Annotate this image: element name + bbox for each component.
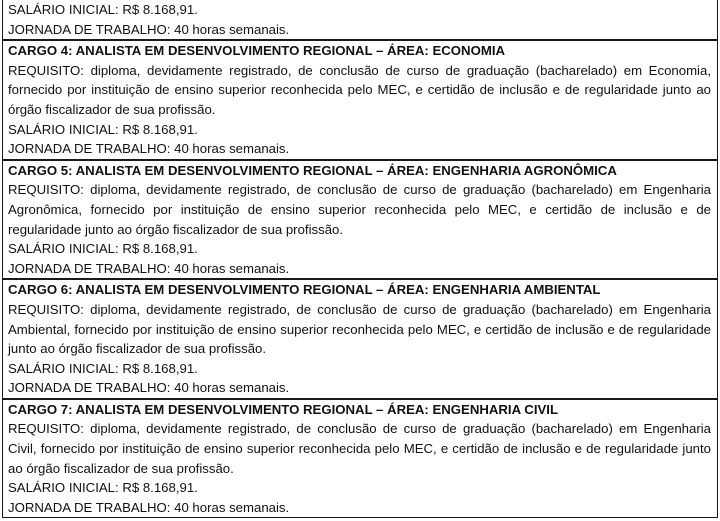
cargo-4-section [2,40,718,160]
cargo-7-section [2,399,718,519]
jornada-trabalho: JORNADA DE TRABALHO: 40 horas semanais. [8,260,290,276]
jornada-trabalho: JORNADA DE TRABALHO: 40 horas semanais. [8,499,290,515]
cargo-requisito: REQUISITO: diploma, devidamente registrado, de conclusão de curso de graduação (bacharelado) em Engenharia Civil, fornecido por instituição de ensino superior reconhecida pelo MEC, e certidão de inclusão e de regularidade junto ao órgão fiscalizador de sua profissão. [8,421,711,476]
cargo-title: CARGO 7: ANALISTA EM DESENVOLVIMENTO REGIONAL – ÁREA: ENGENHARIA CIVIL [8,401,559,417]
cargo-title: CARGO 6: ANALISTA EM DESENVOLVIMENTO REGIONAL – ÁREA: ENGENHARIA AMBIENTAL [8,282,601,298]
salario-inicial: SALÁRIO INICIAL: R$ 8.168,91. [8,241,198,257]
cargo-title: CARGO 4: ANALISTA EM DESENVOLVIMENTO REGIONAL – ÁREA: ECONOMIA [8,43,506,59]
jornada-trabalho: JORNADA DE TRABALHO: 40 horas semanais. [8,380,290,396]
cargo-title: CARGO 5: ANALISTA EM DESENVOLVIMENTO REGIONAL – ÁREA: ENGENHARIA AGRONÔMICA [8,162,617,178]
salario-inicial: SALÁRIO INICIAL: R$ 8.168,91. [8,360,198,376]
cargo-6-section [2,279,718,399]
previous-cargo-tail [2,0,718,40]
salario-inicial: SALÁRIO INICIAL: R$ 8.168,91. [8,121,198,137]
cargo-5-section [2,160,718,280]
cargo-requisito: REQUISITO: diploma, devidamente registrado, de conclusão de curso de graduação (bacharelado) em Engenharia Ambiental, fornecido por instituição de ensino superior reconhecida pelo MEC, e certidão de inclusão e de regularidade junto ao órgão fiscalizador de sua profissão. [8,301,711,357]
salario-inicial: SALÁRIO INICIAL: R$ 8.168,91. [8,480,198,496]
cargo-requisito: REQUISITO: diploma, devidamente registrado, de conclusão de curso de graduação (bacharelado) em Economia, fornecido por instituição de ensino superior reconhecida pelo MEC, e certidão de inclusão e de regularidade junto ao órgão fiscalizador de sua profissão. [8,62,711,117]
salario-inicial: SALÁRIO INICIAL: R$ 8.168,91. [8,2,198,17]
cargo-requisito: REQUISITO: diploma, devidamente registrado, de conclusão de curso de graduação (bacharelado) em Engenharia Agronômica, fornecido por instituição de ensino superior reconhecida pelo MEC, e certidão de inclusão e de regularidade junto ao órgão fiscalizador de sua profissão. [8,182,711,237]
jornada-trabalho: JORNADA DE TRABALHO: 40 horas semanais. [8,21,290,37]
jornada-trabalho: JORNADA DE TRABALHO: 40 horas semanais. [8,141,290,157]
